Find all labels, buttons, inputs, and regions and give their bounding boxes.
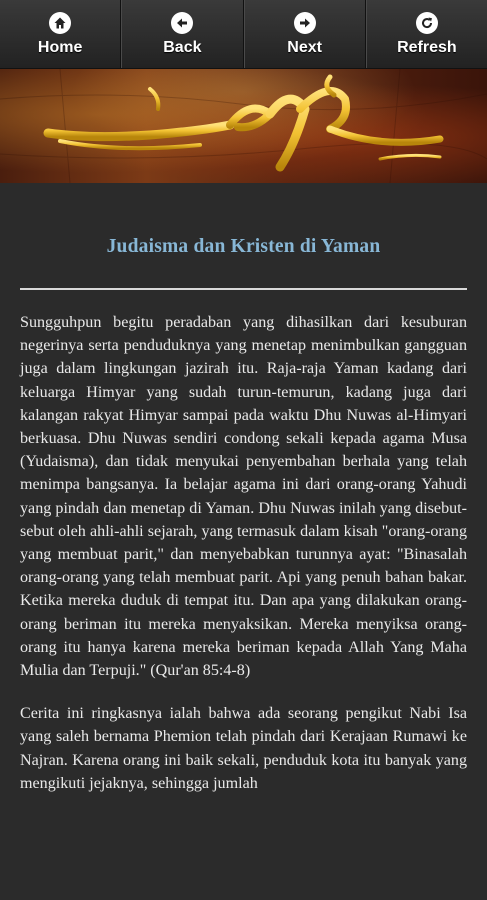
back-button[interactable] [121, 0, 243, 68]
refresh-icon [416, 12, 438, 34]
home-button[interactable] [0, 0, 121, 68]
article-paragraph-2: Cerita ini ringkasnya ialah bahwa ada seorang pengikut Nabi Isa yang saleh bernama Phemion telah pindah dari Kerajaan Rumawi ke Najran. Karena orang ini baik sekali, penduduk kota itu banyak yang mengikuti jejaknya, sehingga jumlah [20, 705, 467, 792]
muhammad-calligraphy-icon [0, 69, 487, 183]
arrow-right-icon [294, 12, 316, 34]
article-content [0, 183, 487, 900]
title-divider [20, 288, 467, 290]
refresh-label: Refresh [397, 38, 457, 56]
article-paragraph-1: Sungguhpun begitu peradaban yang dihasilkan dari kesuburan negerinya serta penduduknya yang menetap menimbulkan gangguan juga dalam lingkungan jazirah itu. Raja-raja Yaman kadang dari keluarga Himyar yang sudah turun-temurun, kadang juga dari kalangan rakyat Himyar sampai pada waktu Dhu Nuwas al-Himyari berkuasa. Dhu Nuwas sendiri condong sekali kepada agama Musa (Yudaisma), dan tidak menyukai penyembahan berhala yang telah menimpa bangsanya. Ia belajar agama ini dari orang-orang Yahudi yang pindah dan menetap di Yaman. Dhu Nuwas inilah yang disebut-sebut oleh ahli-ahli sejarah, yang termasuk dalam kisah "orang-orang yang membuat parit," dan menyebabkan turunnya ayat: "Binasalah orang-orang yang telah membuat parit. Api yang penuh bahan bakar. Ketika mereka duduk di tempat itu. Dan apa yang dilakukan orang-orang beriman itu mereka menyaksikan. Mereka menyiksa orang-orang itu hanya karena mereka beriman kepada Allah Yang Maha Mulia dan Terpuji." (Qur'an 85:4-8) [20, 314, 467, 680]
next-label: Next [287, 38, 322, 56]
home-icon [49, 12, 71, 34]
back-label: Back [163, 38, 202, 56]
refresh-button[interactable] [366, 0, 487, 68]
article-title: Judaisma dan Kristen di Yaman [106, 236, 381, 257]
next-button[interactable] [244, 0, 366, 68]
top-navbar [0, 0, 487, 69]
arrow-left-icon [171, 12, 193, 34]
home-label: Home [37, 38, 83, 56]
header-banner [0, 69, 487, 183]
